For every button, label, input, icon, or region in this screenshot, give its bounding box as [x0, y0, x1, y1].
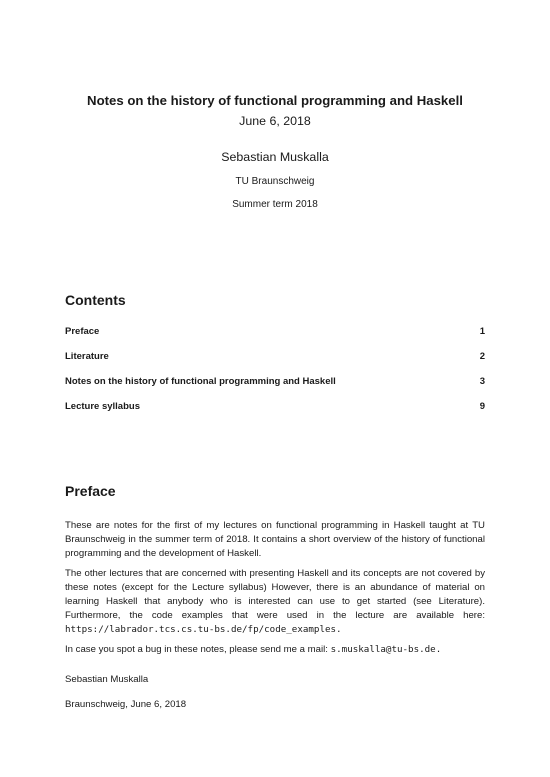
toc-item-literature[interactable] [65, 351, 485, 363]
document-affiliation: TU Braunschweig [235, 176, 315, 187]
document-title: Notes on the history of functional programming and Haskell [87, 93, 463, 108]
document-author: Sebastian Muskalla [221, 150, 329, 164]
toc-list [65, 326, 485, 413]
preface-paragraph-1: These are notes for the first of my lectures on functional programming in Haskell taught at TU Braunschweig in the summer term of 2018. It contains a short overview of the history of functional programming and the development of Haskell. [65, 520, 485, 559]
document-date: June 6, 2018 [239, 114, 311, 128]
preface-paragraph-3 [65, 643, 485, 657]
email-link[interactable]: s.muskalla@tu-bs.de. [330, 644, 442, 655]
toc-item-label: Lecture syllabus [65, 401, 140, 412]
toc-item-page: 2 [479, 351, 485, 362]
toc-item-label: Literature [65, 351, 109, 362]
toc-item-page: 1 [479, 326, 485, 337]
toc-item-notes[interactable] [65, 376, 485, 388]
toc-item-page: 9 [479, 401, 485, 412]
document-term: Summer term 2018 [232, 199, 318, 210]
preface-paragraph-2 [65, 567, 485, 637]
table-of-contents [65, 290, 485, 426]
preface-paragraph-2-text: The other lectures that are concerned with presenting Haskell and its concepts are not covered by these notes (except for the Lecture syllabus) However, there is an abundance of material on learning Haskell that anybody who is interested can use to get started (see Literature). Furthermore, the code examples that were used in the lecture are available here: [65, 568, 485, 621]
toc-item-syllabus[interactable] [65, 401, 485, 413]
contents-heading: Contents [65, 292, 126, 308]
signature-name: Sebastian Muskalla [65, 674, 149, 685]
toc-item-label: Notes on the history of functional programming and Haskell [65, 376, 336, 387]
title-block [0, 92, 550, 212]
signature-block [65, 673, 485, 712]
preface-heading: Preface [65, 483, 116, 499]
signature-place-date: Braunschweig, June 6, 2018 [65, 699, 187, 710]
preface-paragraph-3-text: In case you spot a bug in these notes, please send me a mail: [65, 644, 328, 655]
toc-item-preface[interactable] [65, 326, 485, 338]
toc-item-page: 3 [479, 376, 485, 387]
code-examples-link[interactable]: https://labrador.tcs.cs.tu-bs.de/fp/code_examples. [65, 624, 342, 635]
preface-section [65, 481, 485, 723]
toc-item-label: Preface [65, 326, 100, 337]
